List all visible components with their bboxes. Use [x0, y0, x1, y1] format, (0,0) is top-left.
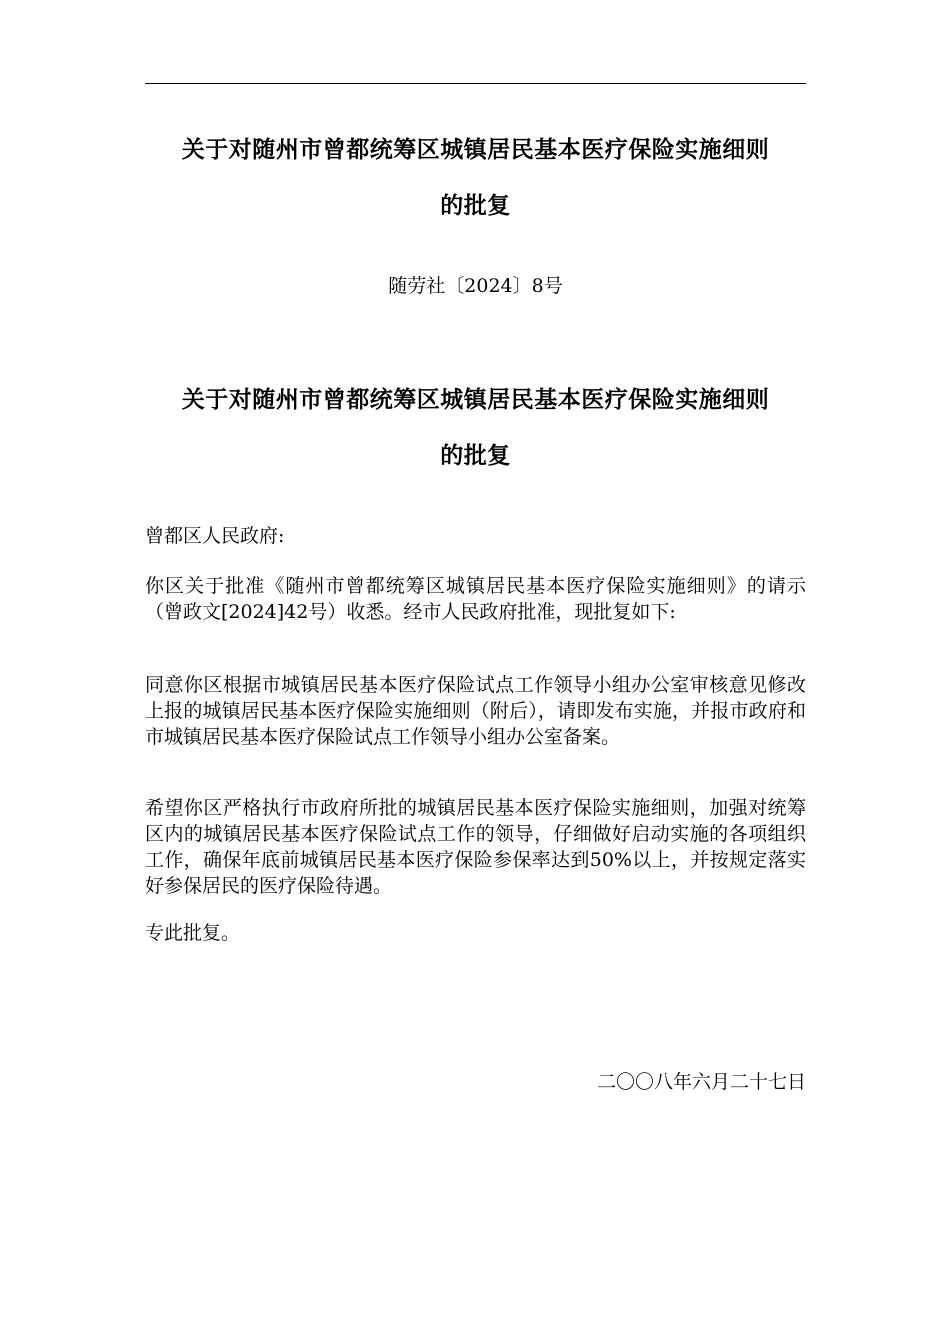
- paragraph-approval: 同意你区根据市城镇居民基本医疗保险试点工作领导小组办公室审核意见修改上报的城镇居民基本医疗保险实施细则（附后），请即发布实施，并报市政府和市城镇居民基本医疗保险试点工作领导小组办公室备案。: [145, 674, 806, 748]
- salutation: 曾都区人民政府:: [145, 525, 285, 547]
- header-title-line-2: 的批复: [440, 193, 511, 219]
- header-title: [145, 122, 806, 234]
- header-rule: [145, 83, 806, 84]
- body-title: [145, 372, 806, 484]
- header-title-line-1: 关于对随州市曾都统筹区城镇居民基本医疗保险实施细则: [181, 137, 770, 163]
- document-number: 随劳社〔2024〕8号: [388, 275, 563, 297]
- issue-date: 二〇〇八年六月二十七日: [596, 1071, 806, 1093]
- body-title-line-1: 关于对随州市曾都统筹区城镇居民基本医疗保险实施细则: [181, 387, 770, 413]
- paragraph-receipt: 你区关于批准《随州市曾都统筹区城镇居民基本医疗保险实施细则》的请示（曾政文[2024]42号）收悉。经市人民政府批准，现批复如下:: [145, 575, 806, 623]
- closing-remark: 专此批复。: [145, 922, 241, 944]
- body-title-line-2: 的批复: [440, 443, 511, 469]
- paragraph-requirements: 希望你区严格执行市政府所批的城镇居民基本医疗保险实施细则，加强对统筹区内的城镇居民基本医疗保险试点工作的领导，仔细做好启动实施的各项组织工作，确保年底前城镇居民基本医疗保险参保率达到50%以上，并按规定落实好参保居民的医疗保险待遇。: [145, 797, 806, 897]
